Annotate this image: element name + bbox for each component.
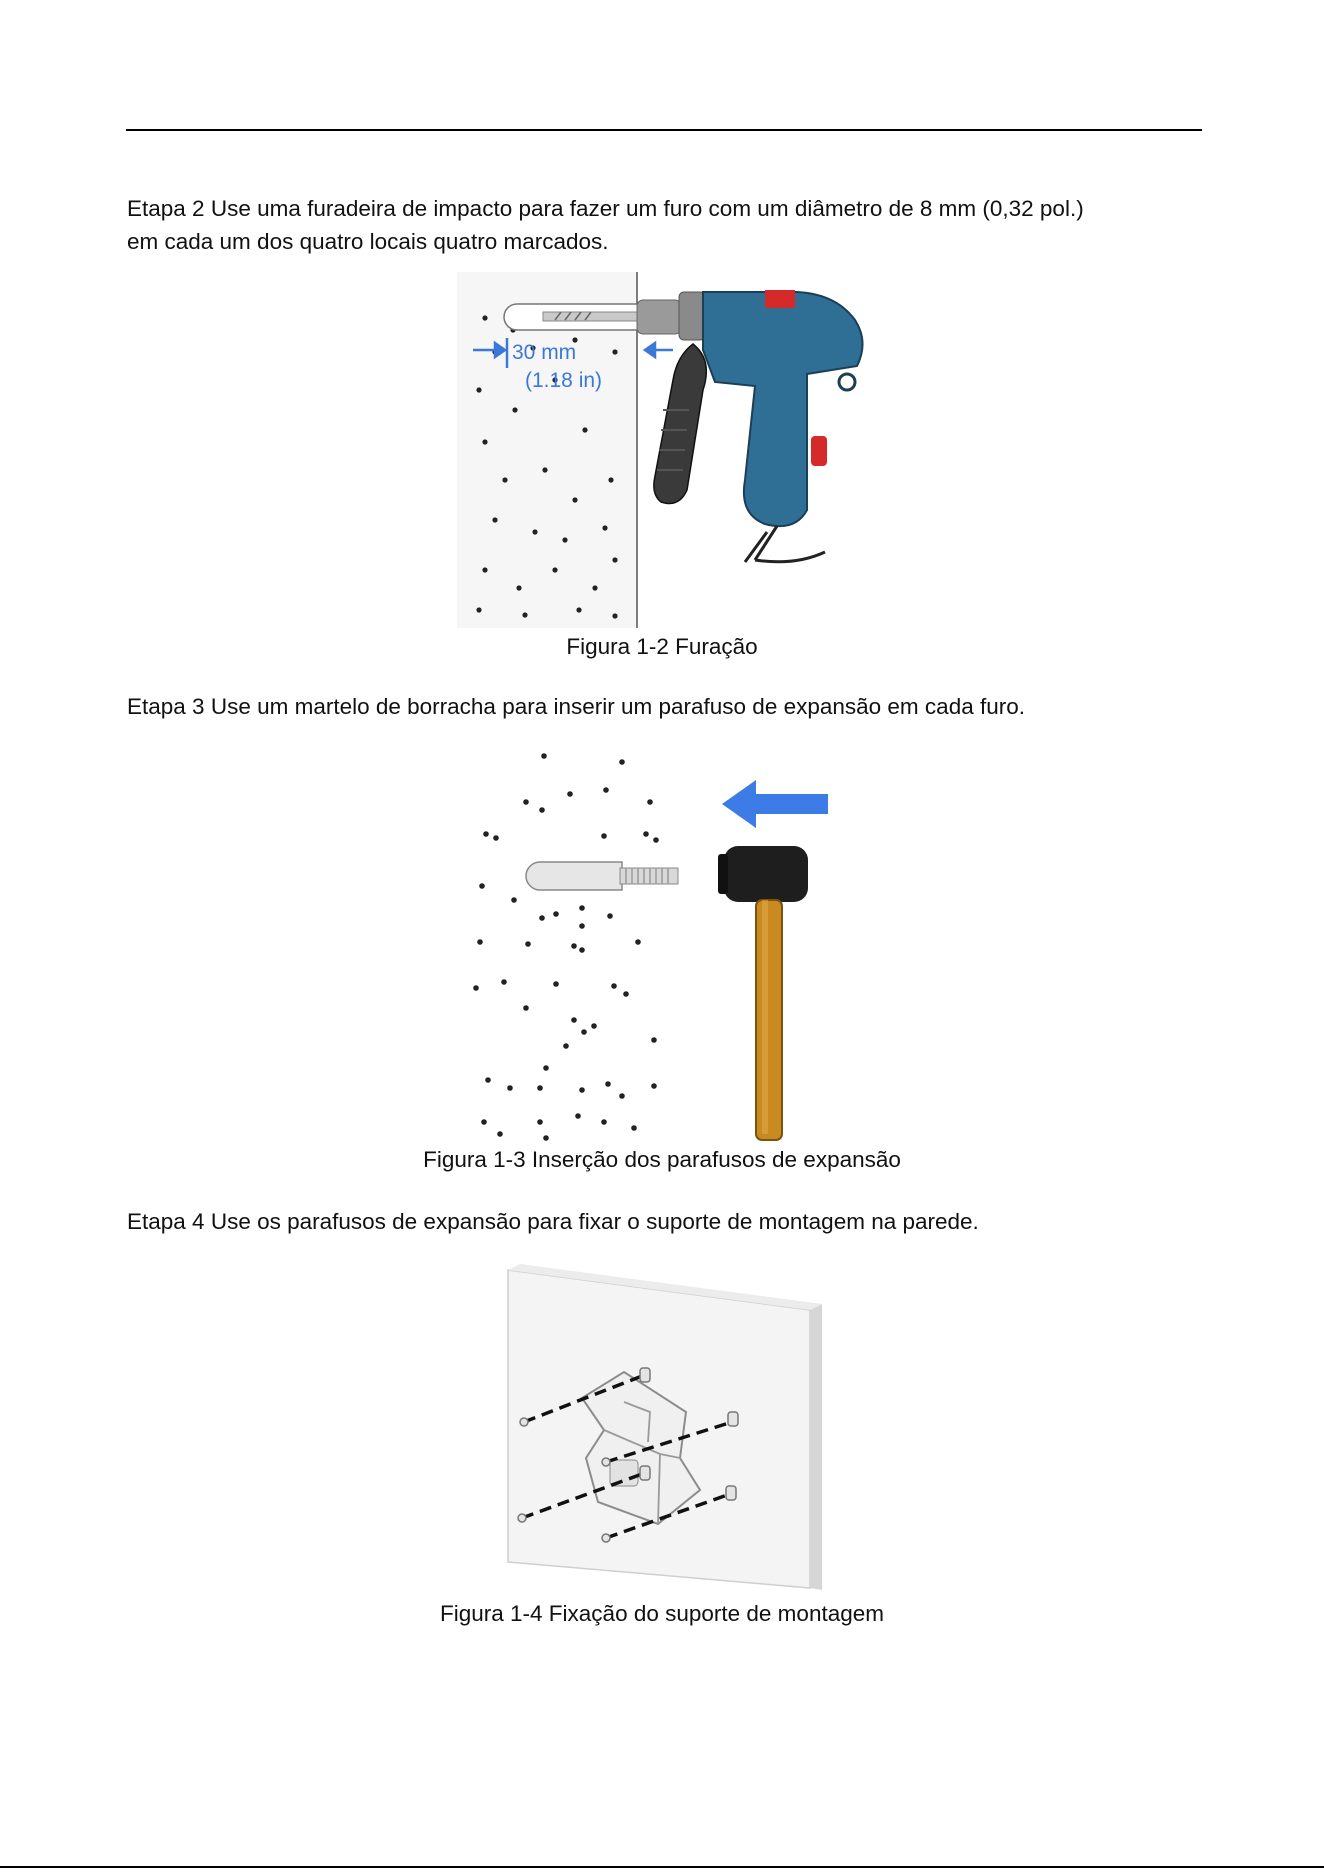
step-3-paragraph: Etapa 3 Use um martelo de borracha para inserir um parafuso de expansão em cada furo. (127, 694, 1025, 719)
drill-red-switch (765, 290, 795, 308)
figure-1-3-caption: Figura 1-3 Inserção dos parafusos de expansão (423, 1147, 901, 1172)
figure-mounting (500, 1262, 830, 1592)
hammer-handle (756, 900, 782, 1140)
step-4-paragraph: Etapa 4 Use os parafusos de expansão para fixar o suporte de montagem na parede. (127, 1209, 979, 1234)
drill-body (703, 292, 863, 526)
wall-texture (473, 753, 659, 1141)
step-2-line-2: em cada um dos quatro locais quatro marcados. (127, 229, 609, 254)
step-2-line-1: Etapa 2 Use uma furadeira de impacto para fazer um furo com um diâmetro de 8 mm (0,32 pol.) (127, 196, 1084, 221)
dimension-metric: 30 mm (512, 341, 577, 364)
drill-chuck (637, 300, 681, 334)
figure-1-4-caption: Figura 1-4 Fixação do suporte de montagem (440, 1601, 884, 1626)
drill-trigger (811, 436, 827, 466)
drill-side-handle (654, 344, 706, 504)
figure-drilling (455, 270, 880, 630)
direction-arrow (722, 780, 828, 828)
header-rule (126, 129, 1202, 131)
drill-cord (745, 526, 825, 562)
figure-hammering (470, 750, 840, 1145)
footer-rule (0, 1866, 1324, 1868)
expansion-bolt (526, 862, 622, 890)
figure-1-2-caption: Figura 1-2 Furação (566, 634, 758, 659)
hammer-head (724, 846, 808, 902)
step-2-paragraph (127, 192, 1207, 258)
dimension-imperial: (1.18 in) (525, 369, 603, 392)
